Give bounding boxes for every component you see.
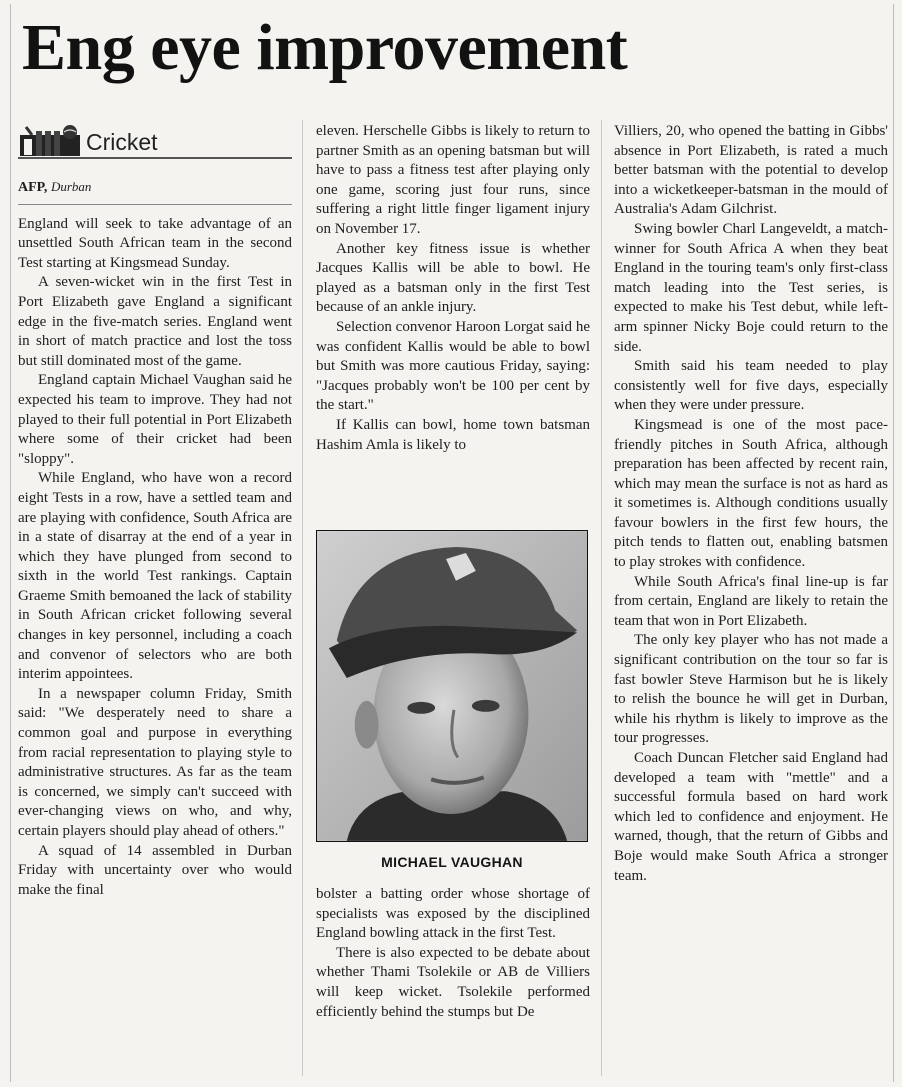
photo-block	[316, 530, 588, 870]
section-label: Cricket	[86, 129, 158, 155]
paragraph: Selection convenor Haroon Lorgat said he was confident Kallis would be able to bowl but Smith was more cautious Friday, saying: "Jacques probably won't be 100 per cent by the start."	[316, 318, 590, 414]
headline: Eng eye improvement	[22, 11, 628, 84]
paragraph: Another key fitness issue is whether Jacques Kallis will be able to bowl. He played as a batsman only in the first Test because of an ankle injury.	[316, 240, 590, 316]
paragraph: eleven. Herschelle Gibbs is likely to return to partner Smith as an opening batsman but will have to pass a fitness test after playing only one game, scoring just four runs, since suffering a right little finger ligament injury on November 17.	[316, 123, 590, 237]
paragraph: If Kallis can bowl, home town batsman Hashim Amla is likely to	[316, 416, 590, 453]
column-rule	[601, 120, 602, 1076]
paragraph: In a newspaper column Friday, Smith said: "We desperately need to share a common goal and purpose in everything from racial representation to playing style to administrative structures. As far as the team is concerned, we simply can't succeed with ever-changing views on who, and why, certain players should play ahead of others."	[18, 685, 292, 839]
article-column-3	[614, 122, 888, 886]
paragraph: bolster a batting order whose shortage of specialists was exposed by the disciplined England bowling attack in the first Test.	[316, 886, 590, 942]
byline-location: Durban	[50, 179, 92, 194]
article-column-2	[316, 122, 590, 455]
paragraph: While England, who have won a record eight Tests in a row, have a settled team and are playing with confidence, South Africa are in a state of disarray at the end of a year in which they have plunged from second to sixth in the world Test rankings. Captain Graeme Smith bemoaned the lack of stability in South African cricket following several changes in key personnel, including a coach and convenor of selectors who are both interim appointees.	[18, 470, 292, 683]
paragraph: A seven-wicket win in the first Test in Port Elizabeth gave England a significant edge in the five-match series. England went in short of match practice and lost the toss but still dominated most of the game.	[18, 274, 292, 369]
article-column-2-continued	[316, 885, 590, 1022]
paragraph: England will seek to take advantage of an unsettled South African team in the second Test starting at Kingsmead Sunday.	[18, 215, 292, 271]
cricket-gear-icon	[18, 123, 82, 157]
paragraph: There is also expected to be debate about whether Thami Tsolekile or AB de Villiers will keep wicket. Tsolekile performed efficiently behind the stumps but De	[316, 944, 590, 1020]
section-tag	[18, 121, 292, 159]
paragraph: Villiers, 20, who opened the batting in Gibbs' absence in Port Elizabeth, is rated a much better batsman with the potential to develop into a wicketkeeper-batsman in the mould of Australia's Adam Gilchrist.	[614, 123, 888, 218]
paragraph: Kingsmead is one of the most pace-friendly pitches in South Africa, although preparation has been affected by recent rain, which may mean the surface is not as hard as it sometimes is. Although conditions usually favour bowlers in the first few hours, the pitch tends to flatten out, enabling batsmen to play strokes with confidence.	[614, 416, 888, 571]
byline	[18, 177, 292, 205]
byline-agency: AFP,	[18, 180, 48, 195]
paragraph: The only key player who has not made a significant contribution on the tour so far is fast bowler Steve Harmison but he is likely to relish the bounce he will get in Durban, while his rhythm is likely to improve as the tour progresses.	[614, 632, 888, 747]
column-rule	[302, 120, 303, 1076]
paragraph: Coach Duncan Fletcher said England had developed a team with "mettle" and a successful formula based on hard work which led to confidence and enjoyment. He warned, though, that the return of Gibbs and Boje would make South Africa a stronger team.	[614, 750, 888, 884]
photo-caption: MICHAEL VAUGHAN	[381, 854, 523, 870]
paragraph: While South Africa's final line-up is far from certain, England are likely to retain the team that won in Port Elizabeth.	[614, 573, 888, 629]
paragraph: Swing bowler Charl Langeveldt, a match-winner for South Africa A when they beat England in the touring team's only first-class match leading into the Test series, is expected to make his Test debut, while left-arm spinner Nicky Boje could return to the side.	[614, 220, 888, 355]
portrait-photo	[316, 530, 588, 842]
paragraph: A squad of 14 assembled in Durban Friday with uncertainty over who would make the final	[18, 842, 292, 898]
paragraph: Smith said his team needed to play consistently well for five days, especially when they were under pressure.	[614, 358, 888, 414]
paragraph: England captain Michael Vaughan said he expected his team to improve. They had not played to their full potential in Port Elizabeth where some of their cricket had been "sloppy".	[18, 372, 292, 467]
article-column-1	[18, 121, 292, 900]
